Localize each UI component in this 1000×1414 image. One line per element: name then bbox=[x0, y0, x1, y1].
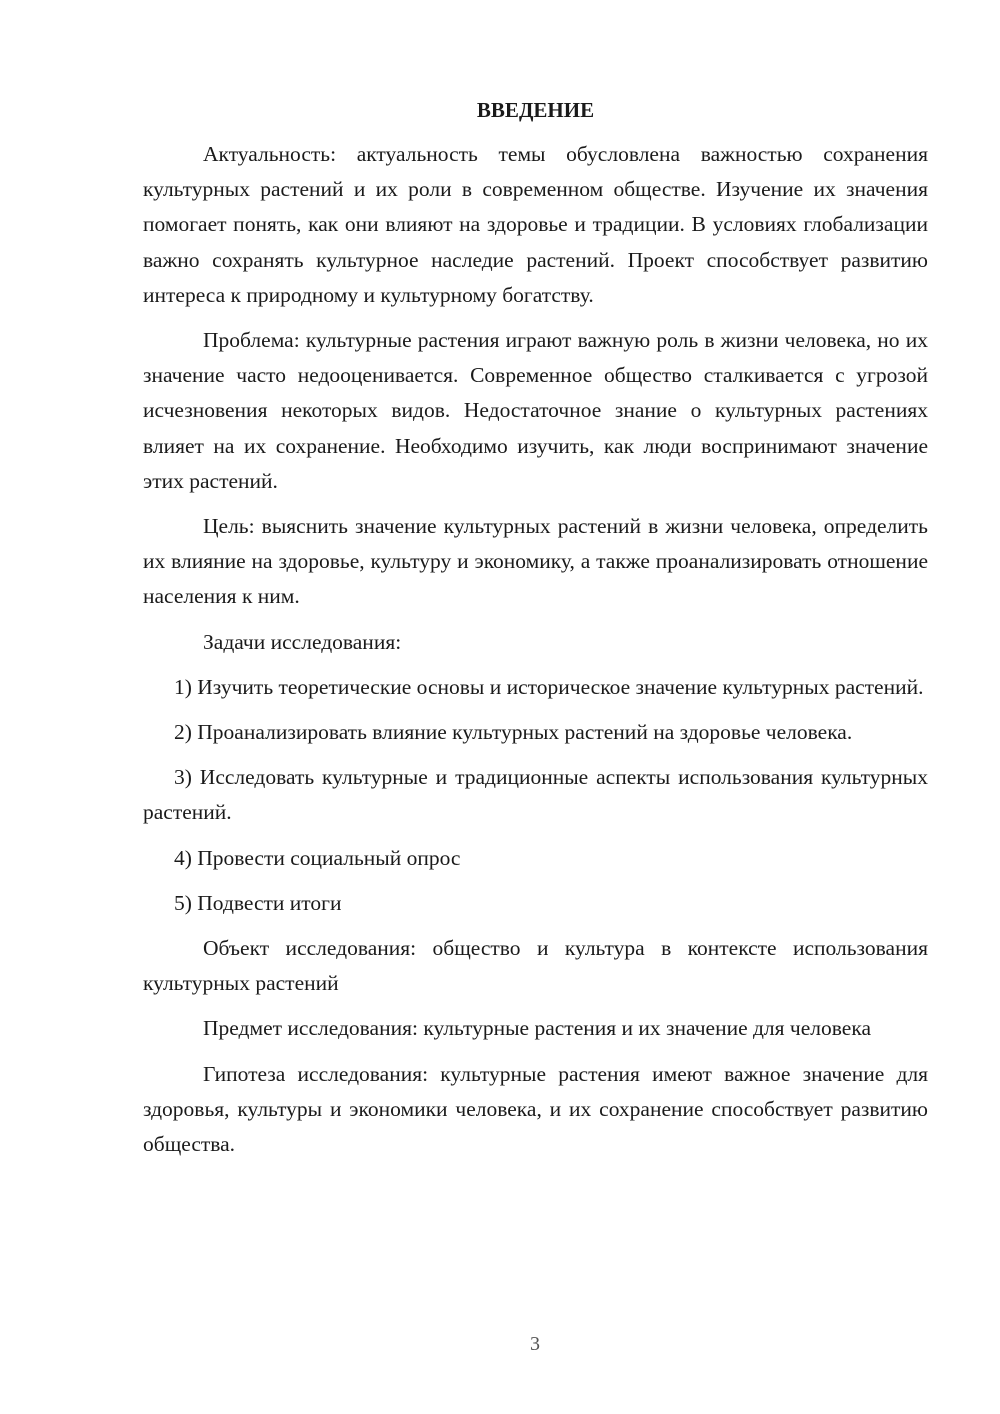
problem-paragraph: Проблема: культурные растения играют важную роль в жизни человека, но их значение часто недооценивается. Современное общество сталкивается с угрозой исчезновения некоторых видов. Недостаточное знание о культурных растениях влияет на их сохранение. Необходимо изучить, как люди воспринимают значение этих растений. bbox=[143, 328, 928, 493]
goal-paragraph: Цель: выяснить значение культурных растений в жизни человека, определить их влияние на здоровье, культуру и экономику, а также проанализировать отношение населения к ним. bbox=[143, 514, 928, 609]
task-item-4: 4) Провести социальный опрос bbox=[174, 845, 461, 870]
document-page bbox=[143, 94, 928, 1172]
task-item-3: 3) Исследовать культурные и традиционные аспекты использования культурных растений. bbox=[143, 765, 928, 825]
object-paragraph: Объект исследования: общество и культура в контексте использования культурных растений bbox=[143, 936, 928, 996]
tasks-heading: Задачи исследования: bbox=[203, 629, 402, 654]
subject-paragraph: Предмет исследования: культурные растения и их значение для человека bbox=[203, 1016, 871, 1041]
page-number: 3 bbox=[530, 1333, 540, 1355]
section-title: ВВЕДЕНИЕ bbox=[476, 98, 595, 122]
task-item-1: 1) Изучить теоретические основы и историческое значение культурных растений. bbox=[174, 674, 924, 699]
task-item-5: 5) Подвести итоги bbox=[174, 890, 342, 915]
task-item-2: 2) Проанализировать влияние культурных растений на здоровье человека. bbox=[174, 720, 853, 745]
relevance-paragraph: Актуальность: актуальность темы обусловлена важностью сохранения культурных растений и их роли в современном обществе. Изучение их значения помогает понять, как они влияют на здоровье и традиции. В условиях глобализации важно сохранять культурное наследие растений. Проект способствует развитию интереса к природному и культурному богатству. bbox=[143, 142, 928, 307]
hypothesis-paragraph: Гипотеза исследования: культурные растения имеют важное значение для здоровья, культуры и экономики человека, и их сохранение способствует развитию общества. bbox=[143, 1061, 928, 1157]
